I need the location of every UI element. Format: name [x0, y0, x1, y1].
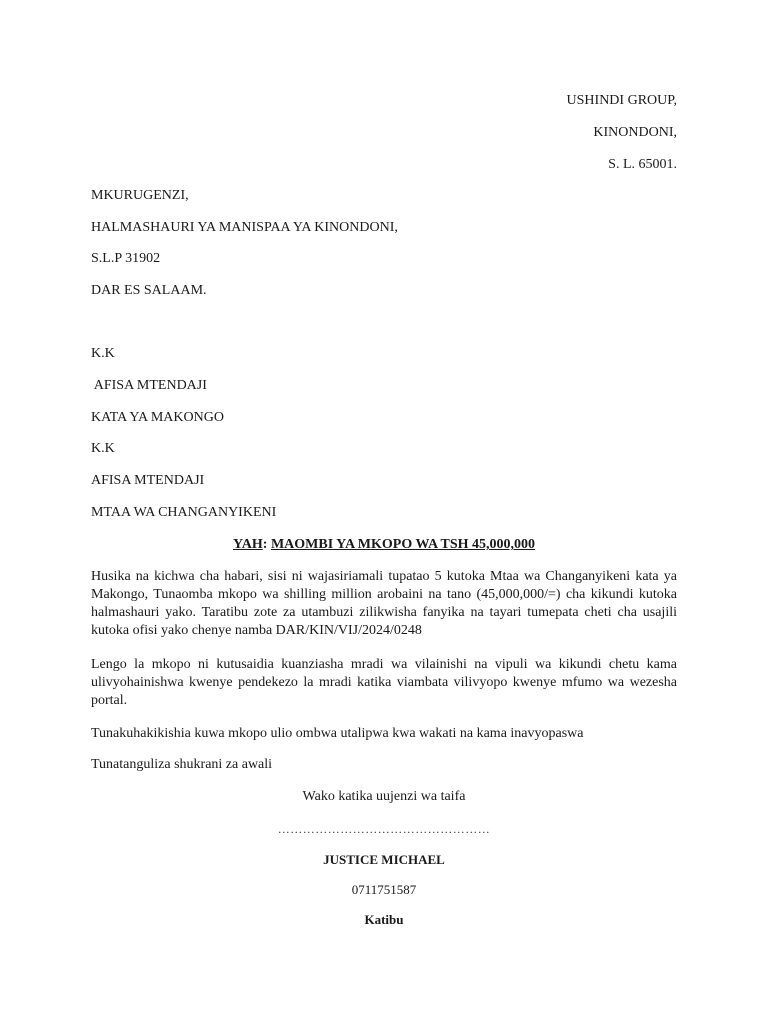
- cc-office-1: AFISA MTENDAJI: [91, 378, 207, 393]
- sender-name: USHINDI GROUP,: [566, 93, 677, 108]
- signer-phone: 0711751587: [351, 882, 417, 897]
- subject-separator: :: [262, 537, 271, 552]
- signer-name: JUSTICE MICHAEL: [323, 852, 445, 867]
- valediction: Wako katika uujenzi wa taifa: [302, 789, 466, 804]
- recipient-organization: HALMASHAURI YA MANISPAA YA KINONDONI,: [91, 220, 398, 235]
- recipient-city: DAR ES SALAAM.: [91, 283, 207, 298]
- subject-title: MAOMBI YA MKOPO WA TSH 45,000,000: [270, 537, 536, 552]
- recipient-title: MKURUGENZI,: [91, 188, 189, 203]
- signature-line: ……………………………………………: [277, 822, 491, 836]
- signer-title: Katibu: [364, 912, 404, 927]
- cc-label-2: K.K: [91, 441, 115, 456]
- subject-line: [91, 537, 677, 553]
- cc-office-2: AFISA MTENDAJI: [91, 473, 205, 488]
- sender-po-box: S. L. 65001.: [608, 157, 677, 172]
- subject-prefix: YAH: [232, 537, 263, 552]
- body-paragraph-1: Husika na kichwa cha habari, sisi ni wajasiriamali tupatao 5 kutoka Mtaa wa Changanyikeni kata ya Makongo, Tunaomba mkopo wa shilling million arobaini na tano (45,000,000/=) cha kikundi kutoka halmashauri yako. Taratibu zote za utambuzi zilikwisha fanyika na tayari tumepata cheti cha usajili kutoka ofisi yako chenye namba DAR/KIN/VIJ/2024/0248: [91, 569, 677, 638]
- body-paragraph-3: Tunakuhakikishia kuwa mkopo ulio ombwa utalipwa kwa wakati na kama inavyopaswa: [91, 726, 584, 741]
- cc-label-1: K.K: [91, 346, 115, 361]
- body-paragraph-4: Tunatanguliza shukrani za awali: [91, 757, 273, 772]
- cc-place-1: KATA YA MAKONGO: [91, 410, 224, 425]
- cc-place-2: MTAA WA CHANGANYIKENI: [91, 505, 277, 520]
- recipient-po-box: S.L.P 31902: [91, 251, 161, 266]
- sender-location: KINONDONI,: [593, 125, 677, 140]
- body-paragraph-2: Lengo la mkopo ni kutusaidia kuanziasha mradi wa vilainishi na vipuli wa kikundi chetu kama ulivyohainishwa kwenye pendekezo la mradi katika viambata vilivyopo kwenye mfumo wa wezesha portal.: [91, 657, 677, 708]
